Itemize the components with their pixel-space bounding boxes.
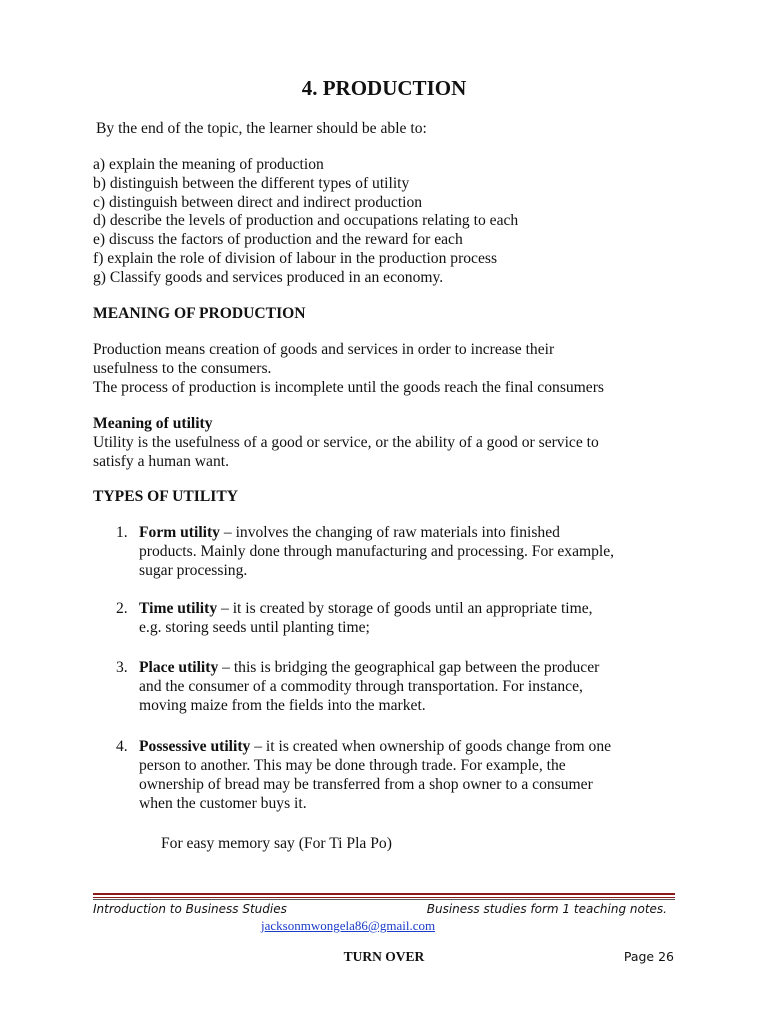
utility-desc-line: products. Mainly done through manufacturing and processing. For example, (139, 543, 615, 560)
objective-item: f) explain the role of division of labour in the production process (93, 250, 498, 267)
utility-term: Form utility (139, 524, 220, 541)
utility-desc-line: e.g. storing seeds until planting time; (139, 619, 370, 636)
utility-desc-line: when the customer buys it. (139, 795, 307, 812)
objective-item: a) explain the meaning of production (93, 156, 324, 173)
utility-desc: – involves the changing of raw materials into finished (219, 524, 560, 541)
item-number: 1. (116, 524, 128, 541)
footer-divider (93, 897, 675, 898)
footer-right-text: Business studies form 1 teaching notes. (426, 902, 667, 916)
subheading-utility: Meaning of utility (93, 415, 213, 432)
footer-divider (93, 893, 675, 895)
objective-item: b) distinguish between the different types of utility (93, 175, 410, 192)
utility-line: Utility is the usefulness of a good or service, or the ability of a good or service to (93, 434, 599, 451)
utility-desc-line: sugar processing. (139, 562, 248, 579)
footer-left-text: Introduction to Business Studies (93, 902, 287, 916)
utility-desc-line: person to another. This may be done through trade. For example, the (139, 757, 566, 774)
item-number: 3. (116, 659, 128, 676)
utility-desc-line: ownership of bread may be transferred from a shop owner to a consumer (139, 776, 593, 793)
intro-text: By the end of the topic, the learner should be able to: (96, 120, 427, 137)
item-number: 2. (116, 600, 128, 617)
objective-item: e) discuss the factors of production and the reward for each (93, 231, 463, 248)
meaning-line: Production means creation of goods and services in order to increase their (93, 341, 555, 358)
objective-item: g) Classify goods and services produced in an economy. (93, 269, 444, 286)
page-number: Page 26 (623, 949, 674, 964)
utility-line: satisfy a human want. (93, 453, 229, 470)
section-heading-types: TYPES OF UTILITY (93, 488, 238, 505)
email-link[interactable]: jacksonmwongela86@gmail.com (261, 918, 436, 933)
objective-item: d) describe the levels of production and occupations relating to each (93, 212, 519, 229)
utility-term: Time utility (139, 600, 218, 617)
utility-term: Possessive utility (139, 738, 251, 755)
utility-desc-line: moving maize from the fields into the market. (139, 697, 426, 714)
page-title: 4. PRODUCTION (301, 76, 467, 100)
utility-desc: – this is bridging the geographical gap between the producer (218, 659, 600, 676)
utility-desc: – it is created when ownership of goods change from one (250, 738, 612, 755)
utility-desc: – it is created by storage of goods until an appropriate time, (217, 600, 593, 617)
item-number: 4. (116, 738, 128, 755)
section-heading-meaning: MEANING OF PRODUCTION (93, 305, 306, 322)
turn-over-label: TURN OVER (343, 949, 425, 964)
utility-desc-line: and the consumer of a commodity through transportation. For instance, (139, 678, 583, 695)
objective-item: c) distinguish between direct and indirect production (93, 194, 423, 211)
meaning-line: The process of production is incomplete until the goods reach the final consumers (93, 379, 604, 396)
memory-note: For easy memory say (For Ti Pla Po) (161, 835, 392, 852)
meaning-line: usefulness to the consumers. (93, 360, 272, 377)
utility-term: Place utility (139, 659, 219, 676)
footer-divider (93, 899, 675, 900)
